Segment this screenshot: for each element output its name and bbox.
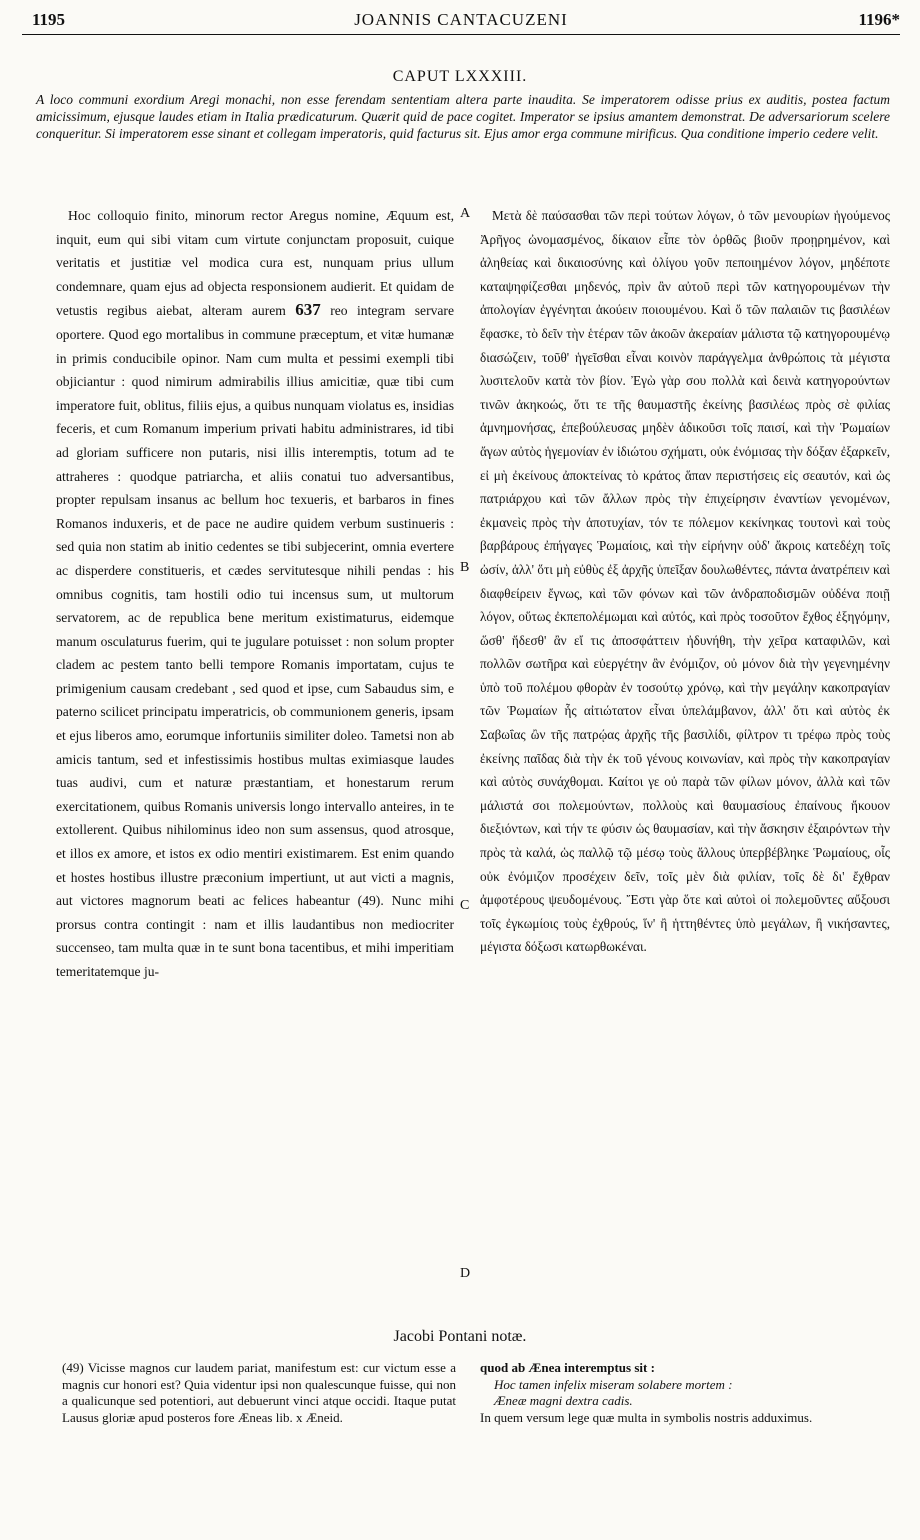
note-end: In quem versum lege quæ multa in symbolis nostris adduximus. bbox=[480, 1409, 813, 1425]
page-number-left: 1195 bbox=[32, 10, 66, 29]
margin-letter-b: B bbox=[460, 560, 470, 575]
margin-letter-d: D bbox=[460, 1266, 471, 1281]
latin-text-2: reo integram servare oportere. Quod ego mortalibus in commune præceptum, et vitæ humanæ in primis conducibile opinor. Nam cum multa et pessimi exempli tibi objiciantur : quod nimirum admirabilis illius amicitiæ, quæ tibi cum imperatore fuit, oblitus, filiis ejus, a quibus nunquam violatus es, insidias feceris, et cum Romanum imperium privati habitu administrares, id tibi ad gloriam sufficere non putaris, nisi illis interemptis, totum ad te attraheres : quodque patriarcha, et aliis conatui tuo adversantibus, propter repulsam insanus ac bellum hoc texueris, et barbaros in fines Romanos induxeris, et de pace ne audire quidem verbum sustinueris : sed quia non statim ab initio cedentes se tibi subjecerint, omnia evertere ac disperdere constitueris, et cædes servitutesque nihili pendas : his omnibus cognitis, tam hostili odio tui incensus sum, ut multorum servatorem, ac de republica bene meritum existimaturus, eidemque manum osculaturus fuerim, qui te jugulare potuisset : non solum propter cladem ac pestem tanto belli tempore Romanis importatam, cujus te primigenium causam credebant , sed quod et ipse, cum Sabaudus sim, e paterno scilicet principatu imperatricis, ob communionem generis, ipsam et ejus liberos amo, eorumque infortuniis similiter doleo. Tametsi non ab amicis tantum, sed et infestissimis hostibus multas eximiasque laudes tuas audivi, cum et naturæ præstantiam, et honestarum rerum exercitationem, quibus Romanis universis longo intervallo anteires, in te extollerent. Quibus nihilominus ideo non sum assensus, quod atrosque, et illos ex amore, et istos ex odio mentiri existimarem. Est enim quando et hostes hostibus illustre præconium impertiunt, ut aut victi a magnis, aut victores magnorum beati ac felices habeantur (49). Nunc mihi prorsus contra contingit : nam et illis laudantibus non mediocriter succenseo, tam multa quæ in te sunt bona tacentibus, et mihi imperitiam temeritatemque ju- bbox=[56, 303, 454, 979]
latin-paragraph bbox=[56, 204, 454, 984]
header-rule bbox=[22, 34, 900, 35]
running-title: JOANNIS CANTACUZENI bbox=[354, 10, 568, 29]
greek-paragraph: Μετὰ δὲ παύσασθαι τῶν περὶ τούτων λόγων, ὁ τῶν μενουρίων ἡγούμενος Ἀρῆγος ὠνομασμένος, δίκαιον εἶπε τὸν ὀρθῶς βιοῦν προῃρημένον, καὶ ἀληθείας καὶ δικαιοσύνης καὶ ὀλίγου γοῦν πεποιημένον λόγον, μηδέποτε καταψηφίζεσθαι μηδενός, πρὶν ἂν αὐτοῦ περὶ τῶν κατηγορουμένων τὴν ἀπολογίαν ἐγγένηται ἀκούειν ποιουμένου. Καὶ ὅ τῶν παλαιῶν τις βασιλέων ἔφασκε, τὸ δεῖν τὴν ἑτέραν τῶν ἀκοῶν ἀκεραίαν μάλιστα τῷ κατηγορουμένῳ διασώζειν, τοῦθ' ἡγεῖσθαι εἶναι κοινὸν παράγγελμα ἀνθρώποις τὰ μέγιστα λυσιτελοῦν κατὰ τὸν βίον. Ἐγὼ γὰρ σου πολλὰ καὶ δεινὰ κατηγορούντων τινῶν ἀκηκοώς, ὅτι τε τῆς θαυμαστῆς ἐκείνης βασιλέως πρὸς σὲ φιλίας ἀμνημονήσας, ἐπεβούλευσας μηδὲν ἀδικοῦσι τοῖς παισί, καὶ τὴν Ῥωμαίων ἄγων αὐτὸς ἡγεμονίαν ἐν ἰδιώτου σχήματι, οὐκ ἐνόμισας τὴν δόξαν ἐξαρκεῖν, εἰ μὴ ἐκείνους ἀποκτείνας τὸ κράτος ἅπαν περιστήσεις εἰς σεαυτόν, καὶ ὡς πατριάρχου καὶ τῶν ἄλλων πρὸς τὴν ἐπιχείρησιν ἐναντίων γενομένων, ἐκμανεὶς πρὸς τὴν ἀποτυχίαν, τόν τε πόλεμον κεκίνηκας τουτονὶ καὶ τοὺς βαρβάρους ἐπήγαγες Ῥωμαίοις, καὶ τὴν εἰρήνην οὐδ' ἄκροις κατεδέχη τοῖς ὠσίν, ἀλλ' ὅτι μὴ εὐθὺς ἐξ ἀρχῆς ὑπεῖξαν δουλωθέντες, πάντα ἀνατρέπειν καὶ διαφθείρειν ἔγνως, καὶ τῶν φόνων καὶ τῶν ἀνδραποδισμῶν οὐδένα ποιῇ λόγον, οὕτως ἐκπεπολέμωμαι καὶ αὐτός, καὶ πρὸς τοσοῦτον ἔχθος ἐξηγόμην, ὥσθ' ἥδεσθ' ἂν εἴ τις ἀποσφάττειν ἠδυνήθη, τὴν χεῖρα καταφιλῶν, καὶ πολλῶν σωτῆρα καὶ εὐεργέτην ἂν ἐνόμιζον, οὐ μόνον διὰ τὴν γεγενημένην ὑπὸ τοῦ πολέμου φθορὰν ἐν τοσούτῳ χρόνῳ, καὶ τὴν μεγάλην κακοπραγίαν τῶν Ῥωμαίων ἧς αἰτιώτατον εἶναι ὑπελάμβανον, ἀλλ' ὅτι καὶ αὐτὸς ἐκ Σαβωΐας ὢν τῆς πατρῴας ἀρχῆς τῆς βασιλίδι, φίλτρον τι τρέφω πρὸς τοὺς ἐκείνης παῖδας διὰ τὴν ἐκ τοῦ γένους κοινωνίαν, καὶ πρὸς τὴν κακοπραγίαν καὶ αὐτὸς συνάχθομαι. Καίτοι γε οὐ παρὰ τῶν φίλων μόνον, ἀλλὰ καὶ τῶν μάλιστά σοι πολεμούντων, πολλοὺς καὶ θαυμασίους ἐπαίνους ἤκουον διεξιόντων, καὶ τήν τε φύσιν ὡς θαυμασίαν, καὶ τὴν ἄσκησιν ἐξαιρόντων τὴν πρὸς τὰ καλά, ὡς παλλῷ τῷ μέσῳ τοὺς ἄλλους ὑπερβέβληκε Ῥωμαίους, οἷς οὐκ ἐνόμιζον προσέχειν δεῖν, τοῖς μὲν διὰ φιλίαν, τοῖς δὲ δι' ἔχθραν ἀμφοτέρους ψευδομένους. Ἔστι γὰρ ὅτε καὶ αὐτοὶ οἱ πολεμοῦντες αὔξουσι τοῖς ἐγκωμίοις τοὺς ἐχθρούς, ἵν' ἢ ἡττηθέντες ὑπὸ μεγάλων, ἢ νικήσαντες, μέγιστα δόξωσι κατωρθωκέναι. bbox=[480, 208, 890, 955]
page-marker: 637 bbox=[295, 300, 321, 320]
verse-line-2: Æneæ magni dextra cadis. bbox=[494, 1393, 633, 1409]
note-intro: quod ab Ænea interemptus sit : bbox=[480, 1360, 655, 1375]
latin-text-1: Hoc colloquio finito, minorum rector Aregus nomine, Æquum est, inquit, eum qui sibi vitam cum virtute conjunctam proposuit, cuique veritatis et justitiæ vel modica cura est, nunquam prius ullum condemnare, quam ejus ad objecta responsionem audierit. Et quidam de vetustis regibus aiebat, alteram aurem bbox=[56, 208, 454, 319]
page-number-right: 1196* bbox=[858, 10, 900, 29]
running-header bbox=[22, 6, 900, 36]
notes-title: Jacobi Pontani notæ. bbox=[393, 1328, 527, 1345]
verse-line-1: Hoc tamen infelix miseram solabere mortem : bbox=[494, 1376, 733, 1392]
margin-letter-a: A bbox=[460, 206, 471, 221]
chapter-summary: A loco communi exordium Aregi monachi, non esse ferendam sententiam altera parte inaudita. Se imperatorem odisse prius ex auditis, postea factum amicissimum, ejusque laudes etiam in Italia prædicaturum. Quærit quid de pace cogitet. Imperator se ipsius amantem demonstrat. De adversariorum scelere conqueritur. Si imperatorem esse sinant et collegam imperatoris, quid facturus sit. Ejus amor erga commune mirificus. Qua conditione imperio cedere velit. bbox=[36, 92, 890, 141]
margin-letter-c: C bbox=[460, 898, 470, 913]
latin-column bbox=[56, 204, 454, 984]
note-continuation bbox=[480, 1360, 890, 1426]
chapter-heading: CAPUT LXXXIII. bbox=[392, 68, 528, 85]
greek-column bbox=[480, 204, 890, 959]
note-49 bbox=[62, 1360, 456, 1426]
note-49-text: (49) Vicisse magnos cur laudem pariat, manifestum est: cur victum esse a magnis cur honori est? Quia videntur ipsi non qualescunque fuisse, qui non a qualicunque sed potentiori, aut debuerunt vinci atque occidi. Itaque putat Lausus gloriæ apud posteros fore Æneas lib. x Æneid. bbox=[62, 1360, 456, 1425]
